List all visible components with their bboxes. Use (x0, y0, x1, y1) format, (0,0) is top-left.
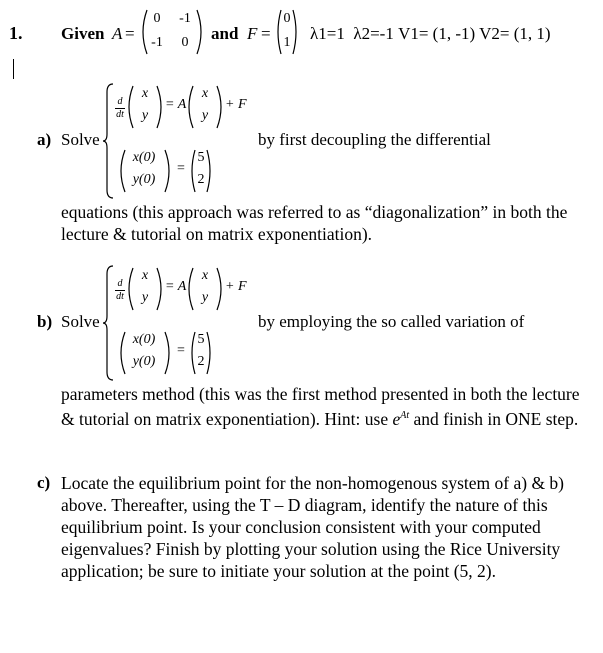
part-b-text-2: and finish in ONE step. (413, 408, 579, 429)
vector-f-cell-2: 1 (283, 35, 291, 50)
system-b-y0: y(0) (132, 354, 156, 369)
part-a-solve: Solve (61, 130, 100, 149)
system-b-init-5: 5 (197, 332, 205, 347)
part-a-label: a) (37, 130, 52, 149)
vector-f-cell-1: 0 (283, 11, 291, 26)
system-b-init-2: 2 (197, 354, 205, 369)
vector-f (275, 8, 299, 56)
system-a-rhs-y: y (201, 108, 209, 123)
system-a-brace (103, 82, 115, 200)
system-b-brace (103, 264, 115, 382)
system-a-lhs-x: x (141, 86, 149, 101)
a-equals: = (125, 24, 135, 43)
matrix-a-cell-22: 0 (181, 35, 189, 50)
system-a-plus-f: + F (225, 97, 247, 112)
system-b-d: d (117, 278, 123, 289)
part-c-label: c) (37, 473, 51, 492)
f-symbol: F (247, 24, 258, 43)
system-a-init-eq: = (177, 161, 185, 176)
system-a-d: d (117, 96, 123, 107)
problem-number: 1. (9, 23, 23, 43)
system-b-x0: x(0) (132, 332, 156, 347)
system-a-init-2: 2 (197, 172, 205, 187)
exp-base: e (392, 408, 401, 429)
eigen-info: λ1=1 λ2=-1 V1= (1, -1) V2= (1, 1) (310, 24, 551, 43)
matrix-a-cell-12: -1 (179, 11, 191, 26)
system-b-plus-f: + F (225, 279, 247, 294)
system-b-init-eq: = (177, 343, 185, 358)
system-a-rhs-x: x (201, 86, 209, 101)
part-a-continuation: equations (this approach was referred to as “diagonalization” in both the lecture & tutorial on matrix exponentiation). (61, 202, 568, 244)
part-a-trailing: by first decoupling the differential (258, 130, 491, 149)
part-b-continuation (61, 383, 586, 430)
part-c-text: Locate the equilibrium point for the non-homogenous system of a) & b) above. Thereafter, using the T – D diagram, identify the nature of this equilibrium point. Is your conclusion consistent with your computed eigenvalues? Finish by plotting your solution using the Rice University application; be sure to initiate your solution at the point (5, 2). (61, 473, 565, 581)
system-a-derivative (115, 97, 125, 121)
system-b-derivative (115, 279, 125, 303)
part-b-solve: Solve (61, 312, 100, 331)
part-b-label: b) (37, 312, 53, 331)
system-a-x0: x(0) (132, 150, 156, 165)
system-a-y0: y(0) (132, 172, 156, 187)
system-a-init-5: 5 (197, 150, 205, 165)
matrix-a-cell-21: -1 (151, 35, 163, 50)
system-a (103, 82, 253, 200)
system-b (103, 264, 253, 382)
f-equals: = (261, 24, 271, 43)
exp-sup: At (400, 410, 410, 421)
system-b-eq-a: = A (165, 279, 187, 294)
matrix-a (139, 8, 205, 56)
system-b-rhs-y: y (201, 290, 209, 305)
part-b-text-1: parameters method (this was the first method presented in both the lecture & tutorial on matrix exponentiation). Hint: use (61, 384, 580, 429)
system-b-lhs-y: y (141, 290, 149, 305)
system-a-lhs-y: y (141, 108, 149, 123)
system-a-dt: dt (116, 109, 124, 120)
system-b-dt: dt (116, 291, 124, 302)
system-b-lhs-x: x (141, 268, 149, 283)
matrix-a-cell-11: 0 (153, 11, 161, 26)
part-b-trailing: by employing the so called variation of (258, 312, 525, 331)
system-a-eq-a: = A (165, 97, 187, 112)
given-label: Given (61, 24, 105, 43)
a-symbol: A (112, 24, 123, 43)
and-label: and (211, 24, 239, 43)
system-b-rhs-x: x (201, 268, 209, 283)
text-cursor (13, 59, 14, 79)
